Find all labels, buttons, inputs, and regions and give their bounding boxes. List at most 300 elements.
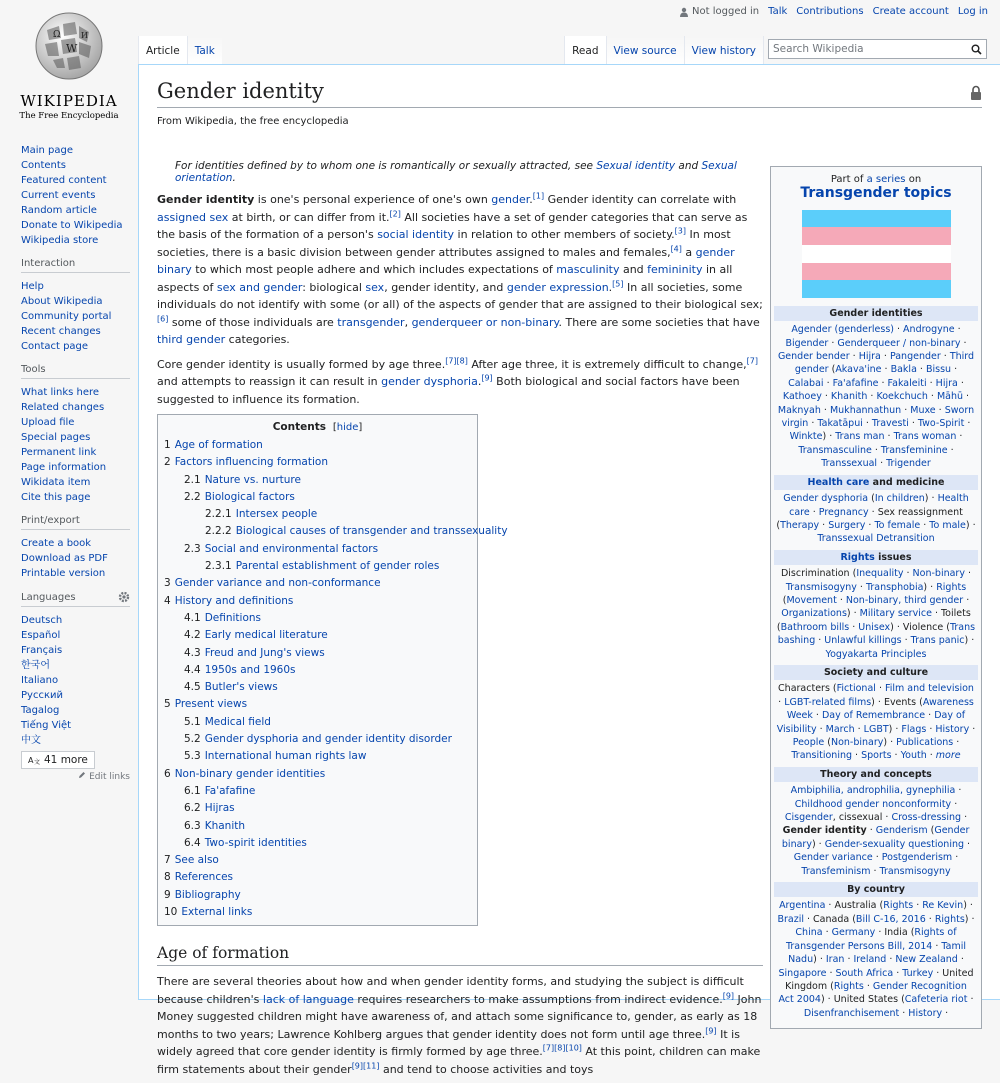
inline-link[interactable]: Genderqueer / non-binary	[837, 337, 961, 349]
toc-link[interactable]: References	[174, 871, 234, 884]
inline-link[interactable]: Youth	[900, 750, 927, 762]
toc-hide-link[interactable]: hide	[336, 422, 359, 433]
inline-link[interactable]: sex and gender	[216, 280, 303, 294]
inline-link[interactable]: LGBT	[863, 723, 889, 735]
inline-link[interactable]: Rights	[936, 581, 967, 593]
sidebar-item	[21, 309, 130, 324]
page-title: Gender identity	[157, 79, 982, 108]
paragraph-second	[157, 356, 763, 409]
inline-link[interactable]: Koekchuch	[876, 391, 928, 403]
reference-link[interactable]: [4]	[670, 243, 682, 253]
reference-link[interactable]: [3]	[674, 226, 687, 236]
inline-link[interactable]: gender dysphoria	[381, 375, 478, 388]
reference-link[interactable]: [9]	[481, 373, 493, 383]
sidebar-item	[21, 460, 130, 475]
interaction-about-wikipedia[interactable]: About Wikipedia	[21, 296, 103, 307]
inline-link[interactable]: Therapy	[780, 519, 820, 531]
inline-link[interactable]: Māhū	[936, 391, 964, 403]
inline-link[interactable]: genderqueer or non-binary	[411, 315, 559, 329]
reference-link[interactable]: [5]	[612, 278, 624, 288]
toc-item[interactable]	[164, 904, 471, 921]
inline-link[interactable]: Film and television	[884, 683, 974, 695]
tools-wikidata-item[interactable]: Wikidata item	[21, 477, 91, 488]
inline-link[interactable]: Health care	[807, 476, 870, 488]
inline-link[interactable]: To female	[874, 519, 921, 531]
inline-link[interactable]: Rights	[840, 551, 875, 563]
inline-link[interactable]: Rights of Transgender Persons Bill, 2014	[785, 927, 957, 952]
talk-link[interactable]: Talk	[768, 6, 788, 17]
nav-donate-to-wikipedia[interactable]: Donate to Wikipedia	[21, 220, 123, 231]
inline-link[interactable]: Non-binary	[830, 737, 884, 748]
toc-link[interactable]: Freud and Jung's views	[204, 646, 325, 659]
text-run: ·	[884, 431, 894, 443]
toc-link[interactable]: Factors influencing formation	[174, 456, 328, 469]
text-run: ·	[863, 980, 873, 992]
inline-link[interactable]: gender binary	[157, 245, 735, 276]
inline-link[interactable]: Winkte	[789, 431, 823, 443]
inline-link[interactable]: LGBT-related films	[784, 696, 872, 708]
tools-list	[21, 385, 130, 505]
inline-link[interactable]: Trans bashing	[777, 621, 976, 647]
text-run: ·	[854, 723, 864, 735]
reference-link[interactable]: [6]	[157, 313, 169, 323]
inline-link[interactable]: Androgyne	[903, 324, 955, 336]
tools-special-pages[interactable]: Special pages	[21, 432, 91, 443]
interaction-community-portal[interactable]: Community portal	[21, 311, 112, 322]
nav-main-page[interactable]: Main page	[21, 145, 74, 156]
inline-link[interactable]: Travesti	[871, 418, 909, 430]
toc-item[interactable]	[164, 593, 471, 610]
inline-link[interactable]: Gender-sexuality questioning	[824, 838, 965, 850]
lang-deutsch[interactable]: Deutsch	[21, 615, 63, 626]
nav-random-article[interactable]: Random article	[21, 205, 97, 216]
inline-link[interactable]: Military service	[859, 608, 932, 620]
toc-link[interactable]: Early medical literature	[204, 629, 328, 642]
inline-link[interactable]: gender expression	[506, 280, 609, 294]
toc-item[interactable]	[164, 437, 471, 454]
create-account-link[interactable]: Create account	[872, 6, 949, 17]
toc-link[interactable]: International human rights law	[204, 750, 367, 763]
article-text	[157, 191, 763, 408]
lang-fran-ais[interactable]: Français	[21, 645, 63, 656]
lang-item[interactable]: 한국어	[21, 660, 50, 671]
gear-icon[interactable]	[118, 591, 130, 603]
lang-italiano[interactable]: Italiano	[21, 675, 59, 686]
toc-item[interactable]	[164, 506, 471, 523]
inline-link[interactable]: Fictional	[836, 683, 876, 695]
tools-what-links-here[interactable]: What links here	[21, 387, 100, 398]
inline-link[interactable]: Unlawful killings	[824, 635, 902, 647]
toc-item[interactable]	[164, 558, 471, 575]
text-run: ) ·	[923, 581, 937, 593]
lang-item[interactable]: Русский	[21, 690, 63, 701]
lang-tagalog[interactable]: Tagalog	[21, 705, 60, 716]
interaction-help[interactable]: Help	[21, 281, 44, 292]
text-run: ·	[867, 391, 877, 403]
text-run: ·	[954, 324, 961, 336]
text-run: ·	[969, 723, 976, 735]
inline-link[interactable]: Ambiphilia, androphilia, gynephilia	[790, 785, 956, 797]
toc-item[interactable]	[164, 887, 471, 904]
nav-current-events[interactable]: Current events	[21, 190, 96, 201]
toc-item[interactable]	[164, 472, 471, 489]
search-icon[interactable]	[971, 44, 982, 55]
text-run: , gender identity, and	[384, 280, 507, 294]
inline-link[interactable]: Health care	[789, 493, 969, 518]
toc-item[interactable]	[164, 575, 471, 592]
tools-heading: Tools	[21, 364, 130, 379]
inline-link[interactable]: Organizations	[781, 608, 847, 620]
inline-link[interactable]: Cafeteria riot	[904, 994, 968, 1006]
bold-text: Gender identity	[782, 825, 867, 837]
toc-item[interactable]	[164, 800, 471, 817]
inline-link[interactable]: Non-binary, third gender	[845, 594, 964, 606]
interaction-recent-changes[interactable]: Recent changes	[21, 326, 101, 337]
inline-link[interactable]: Pangender	[889, 351, 941, 363]
inline-link[interactable]: Agender (genderless)	[791, 324, 894, 336]
inline-link[interactable]: Transsexual	[817, 533, 874, 545]
inline-link[interactable]: Movement	[786, 594, 837, 606]
inline-link[interactable]: assigned sex	[157, 210, 229, 224]
inline-link[interactable]: Childhood gender nonconformity	[794, 798, 952, 810]
wikipedia-logo[interactable]	[18, 10, 120, 126]
inline-link[interactable]: Bissu	[925, 364, 952, 376]
toc-item[interactable]	[164, 610, 471, 627]
reference-link[interactable]: [7]	[445, 355, 457, 365]
inline-link[interactable]: Bathroom bills	[780, 621, 850, 633]
reference-link[interactable]: [8]	[554, 1043, 566, 1053]
inline-link[interactable]: Hijra	[935, 377, 958, 389]
search-input[interactable]	[768, 39, 987, 59]
reference-link[interactable]: [7]	[746, 355, 758, 365]
toc-number: 2.3.1	[205, 560, 232, 573]
toc-link[interactable]: Hijras	[204, 802, 235, 815]
search-placeholder: Search Wikipedia	[773, 43, 864, 55]
inline-link[interactable]: Akava'ine	[835, 364, 882, 376]
inline-link[interactable]: Mukhannathun	[829, 404, 902, 416]
inline-link[interactable]: Flags	[901, 723, 927, 735]
inline-link[interactable]: masculinity	[556, 263, 620, 276]
text-run: · India (	[875, 927, 915, 939]
inline-link[interactable]: Singapore	[778, 967, 827, 979]
toc-link[interactable]: Non-binary gender identities	[174, 767, 326, 780]
inline-link[interactable]: Argentina	[779, 900, 826, 912]
toc-link[interactable]: Biological causes of transgender and transsexuality	[235, 525, 508, 538]
inline-link[interactable]: Maknyah	[777, 404, 821, 416]
print-create-a-book[interactable]: Create a book	[21, 538, 92, 549]
inline-link[interactable]: Gender dysphoria	[783, 493, 869, 505]
inline-link[interactable]: Hijra	[858, 351, 881, 363]
text-run: ·	[872, 852, 882, 864]
reference-link[interactable]: [9]	[351, 1061, 364, 1071]
toc-item[interactable]	[164, 489, 471, 506]
print-printable-version[interactable]: Printable version	[21, 568, 106, 579]
edit-links[interactable]: Edit links	[21, 771, 130, 782]
inline-link[interactable]: In children	[874, 493, 925, 505]
text-run: ·	[967, 994, 974, 1006]
inline-link[interactable]: Rights	[883, 900, 914, 912]
inline-link[interactable]: Trans panic	[910, 635, 965, 647]
inline-link[interactable]: Kathoey	[782, 391, 822, 403]
toc-item[interactable]	[164, 731, 471, 748]
inline-link[interactable]: Gender Recognition Act 2004	[778, 980, 967, 1006]
toc-item[interactable]	[164, 523, 508, 540]
inline-link[interactable]: To male	[929, 519, 966, 531]
toc-link[interactable]: Nature vs. nurture	[204, 473, 301, 486]
toc-item[interactable]	[164, 766, 471, 783]
toc-link[interactable]: Present views	[174, 698, 248, 711]
toc-item[interactable]	[164, 662, 471, 679]
series-link[interactable]: a series	[866, 174, 906, 185]
tab-view-history[interactable]: View history	[684, 36, 764, 64]
inline-link[interactable]: Sworn virgin	[781, 404, 975, 430]
toc-link[interactable]: Age of formation	[174, 439, 263, 451]
text-run: (	[782, 594, 787, 606]
inline-link[interactable]: Publications	[896, 737, 954, 748]
inline-link[interactable]: History	[935, 723, 970, 735]
inline-link[interactable]: Day of Visibility	[776, 710, 966, 735]
toc-item[interactable]	[164, 835, 471, 852]
inline-link[interactable]: Transitioning	[791, 750, 853, 762]
inline-link[interactable]: Re Kevin	[922, 900, 964, 912]
inline-link[interactable]: Tamil Nadu	[788, 940, 966, 966]
svg-text:A: A	[28, 756, 34, 765]
inline-link[interactable]: Calabai	[788, 377, 824, 389]
inline-link[interactable]: Two-Spirit	[917, 418, 965, 430]
inline-link[interactable]: Detransition	[876, 533, 935, 545]
text-run: Discrimination (	[780, 568, 857, 580]
inline-link[interactable]: Rights	[833, 980, 864, 992]
inline-link[interactable]: Trans woman	[893, 431, 957, 443]
reference-link[interactable]: [9]	[705, 1026, 717, 1036]
text-run: ·	[957, 954, 964, 966]
navigation-portal	[0, 143, 138, 248]
toc-link[interactable]: Bibliography	[174, 888, 241, 901]
inline-link[interactable]: Fakaleiti	[887, 377, 927, 389]
inline-link[interactable]: New Zealand	[895, 954, 958, 966]
toc-item[interactable]	[164, 852, 471, 869]
inline-link[interactable]: Gender bender	[777, 351, 850, 363]
inline-link[interactable]: Day of Remembrance	[821, 710, 926, 722]
toc-link[interactable]: External links	[181, 906, 253, 919]
toc-link[interactable]: Medical field	[204, 715, 271, 728]
toc-link[interactable]: Parental establishment of gender roles	[235, 560, 440, 573]
toc-link[interactable]: Fa'afafine	[204, 784, 256, 797]
toc-item[interactable]	[164, 748, 471, 765]
italic-link[interactable]: more	[935, 750, 961, 762]
inline-link[interactable]: Iran	[825, 954, 845, 966]
text-run: ·	[926, 750, 936, 762]
reference-link[interactable]: [2]	[389, 208, 401, 218]
nav-featured-content[interactable]: Featured content	[21, 175, 107, 186]
inline-link[interactable]: Inequality	[856, 568, 904, 580]
contributions-link[interactable]: Contributions	[796, 6, 864, 17]
inline-link[interactable]: Khanith	[830, 391, 868, 403]
inline-link[interactable]: sex	[365, 280, 385, 294]
inline-link[interactable]: China	[795, 927, 823, 939]
text-run: and attempts to reassign it can result in	[157, 375, 382, 388]
toc-item[interactable]	[164, 454, 471, 471]
print-download-as-pdf[interactable]: Download as PDF	[21, 553, 108, 564]
infobox-section-heading	[774, 882, 978, 897]
toc-link[interactable]: Intersex people	[235, 508, 318, 521]
nav-contents[interactable]: Contents	[21, 160, 66, 171]
toc-link[interactable]: Biological factors	[204, 490, 295, 503]
sidebar-item	[21, 445, 130, 460]
inline-link[interactable]: transgender	[337, 315, 405, 329]
inline-link[interactable]: Fa'afafine	[832, 377, 879, 389]
sexual-orientation-link[interactable]: Sexual orientation	[175, 160, 737, 184]
inline-link[interactable]: Rights	[934, 913, 965, 925]
toc-item[interactable]	[164, 696, 471, 713]
inline-link[interactable]: Non-binary	[912, 568, 965, 580]
inline-link[interactable]: Bakla	[890, 364, 917, 376]
inline-link[interactable]: People	[792, 737, 825, 748]
text-run: ·	[881, 364, 891, 376]
inline-link[interactable]: Surgery	[828, 519, 866, 531]
inline-link[interactable]: lack of language	[262, 992, 354, 1006]
text-run: At this point, children can make firm statements about their gender	[157, 1045, 761, 1076]
reference-link[interactable]: [1]	[532, 191, 545, 201]
log-in-link[interactable]: Log in	[957, 6, 988, 17]
lock-icon[interactable]	[970, 85, 982, 101]
toc-item[interactable]	[164, 645, 471, 662]
inline-link[interactable]: Muxe	[910, 404, 936, 416]
toc-number: 4.4	[184, 663, 201, 676]
toc-link[interactable]: Butler's views	[204, 681, 278, 694]
toc-link[interactable]: See also	[174, 854, 219, 867]
toc-item[interactable]	[164, 714, 471, 731]
inline-link[interactable]: Pregnancy	[818, 506, 869, 518]
more-languages-button[interactable]: A 文 41 more	[21, 751, 95, 769]
inline-link[interactable]: Yogyakarta Principles	[825, 648, 927, 660]
transgender-flag-image[interactable]	[802, 210, 951, 298]
text-run: ·	[961, 812, 968, 824]
inline-link[interactable]: Takatāpui	[817, 418, 863, 430]
infobox-title[interactable]: Transgender topics	[800, 185, 952, 202]
toc-item[interactable]	[164, 541, 471, 558]
inline-link[interactable]: Gender variance	[793, 852, 873, 864]
reference-link[interactable]: [10]	[565, 1043, 582, 1053]
text-run: : biological	[302, 280, 366, 294]
text-run: Both biological and social factors have been suggested to influence its formation.	[157, 375, 740, 406]
toc-link[interactable]: History and definitions	[174, 594, 294, 607]
tools-upload-file[interactable]: Upload file	[21, 417, 75, 428]
inline-link[interactable]: Bigender	[785, 337, 829, 349]
inline-link[interactable]: Transphobia	[865, 581, 924, 593]
text-run: · Sex reassignment (	[776, 506, 963, 531]
toc-link[interactable]: 1950s and 1960s	[204, 663, 296, 676]
inline-link[interactable]: Transfeminine	[880, 444, 948, 456]
inline-link[interactable]: Unisex	[858, 621, 891, 633]
print-heading: Print/export	[21, 515, 130, 530]
sidebar-item	[21, 415, 130, 430]
inline-link[interactable]: femininity	[647, 263, 703, 276]
toc-link[interactable]: Gender dysphoria and gender identity disorder	[204, 733, 452, 746]
toc-link[interactable]: Khanith	[204, 819, 246, 832]
inline-link[interactable]: Transmasculine	[798, 444, 872, 456]
text-run: · United Kingdom (	[785, 967, 974, 992]
inline-link[interactable]: Cross-dressing	[891, 812, 962, 824]
inline-link[interactable]: Trans man	[835, 431, 885, 443]
inline-link[interactable]: South Africa	[835, 967, 894, 979]
inline-link[interactable]: Ireland	[853, 954, 887, 966]
inline-link[interactable]: Transmisogyny	[879, 865, 951, 877]
tab-article[interactable]: Article	[138, 36, 187, 64]
reference-link[interactable]: [11]	[363, 1061, 380, 1071]
toc-item[interactable]	[164, 783, 471, 800]
reference-link[interactable]: [9]	[722, 991, 735, 1001]
tools-permanent-link[interactable]: Permanent link	[21, 447, 97, 458]
tools-page-information[interactable]: Page information	[21, 462, 107, 473]
sidebar-item	[21, 628, 130, 643]
inline-link[interactable]: Transsexual	[821, 458, 878, 470]
lang-espa-ol[interactable]: Español	[21, 630, 61, 641]
inline-link[interactable]: Turkey	[902, 967, 934, 979]
tab-talk[interactable]: Talk	[187, 36, 222, 64]
text-run: .	[477, 375, 482, 388]
reference-link[interactable]: [7]	[542, 1043, 555, 1053]
nav-wikipedia-store[interactable]: Wikipedia store	[21, 235, 99, 246]
tools-related-changes[interactable]: Related changes	[21, 402, 105, 413]
inline-link[interactable]: Genderism	[875, 825, 928, 837]
tab-read[interactable]: Read	[564, 36, 605, 64]
toc-link[interactable]: Definitions	[204, 611, 262, 624]
inline-link[interactable]: Transfeminism	[801, 865, 871, 877]
toc-item[interactable]	[164, 869, 471, 886]
toc-link[interactable]: Two-spirit identities	[204, 836, 307, 849]
toc-link[interactable]: Social and environmental factors	[204, 542, 379, 555]
inline-link[interactable]: social identity	[377, 228, 455, 241]
paragraph-lead	[157, 191, 763, 349]
inline-link[interactable]: Sports	[861, 750, 892, 762]
tools-cite-this-page[interactable]: Cite this page	[21, 492, 91, 503]
inline-link[interactable]: Brazil	[777, 913, 804, 925]
sexual-identity-link[interactable]: Sexual identity	[596, 160, 676, 172]
inline-link[interactable]: Trigender	[886, 458, 931, 470]
tab-view-source[interactable]: View source	[606, 36, 684, 64]
inline-link[interactable]: March	[825, 723, 855, 735]
inline-link[interactable]: Transmisogyny	[785, 581, 857, 593]
inline-link[interactable]: History	[908, 1007, 943, 1019]
inline-link[interactable]: Disenfranchisement	[803, 1007, 900, 1019]
toc-item[interactable]	[164, 818, 471, 835]
toc-item[interactable]	[164, 627, 471, 644]
lang-item[interactable]: 中文	[21, 735, 41, 746]
toc-number: 2.2.1	[205, 508, 232, 521]
interaction-contact-page[interactable]: Contact page	[21, 341, 89, 352]
inline-link[interactable]: Third gender	[794, 351, 975, 376]
inline-link[interactable]: Postgenderism	[881, 852, 953, 864]
text-run: at birth, or can differ from it.	[228, 210, 390, 224]
text-run: · Australia (	[825, 900, 884, 912]
reference-link[interactable]: [8]	[456, 355, 468, 365]
inline-link[interactable]: Germany	[831, 927, 876, 939]
lang-ti-ng-vi-t[interactable]: Tiếng Việt	[21, 720, 72, 731]
toc-link[interactable]: Gender variance and non-conformance	[174, 577, 381, 590]
inline-link[interactable]: third gender	[157, 333, 226, 346]
inline-link[interactable]: Bill C-16, 2016	[855, 913, 926, 925]
sidebar-item	[21, 385, 130, 400]
infobox-section-heading	[774, 550, 978, 565]
inline-link[interactable]: Cisgender	[784, 812, 833, 824]
inline-link[interactable]: gender	[491, 193, 530, 206]
inline-link[interactable]: Gender binary	[781, 825, 970, 850]
toc-list	[164, 437, 508, 921]
text-run: ·	[932, 940, 942, 952]
inline-link[interactable]: Awareness Week	[786, 696, 974, 722]
toc-item[interactable]	[164, 679, 471, 696]
